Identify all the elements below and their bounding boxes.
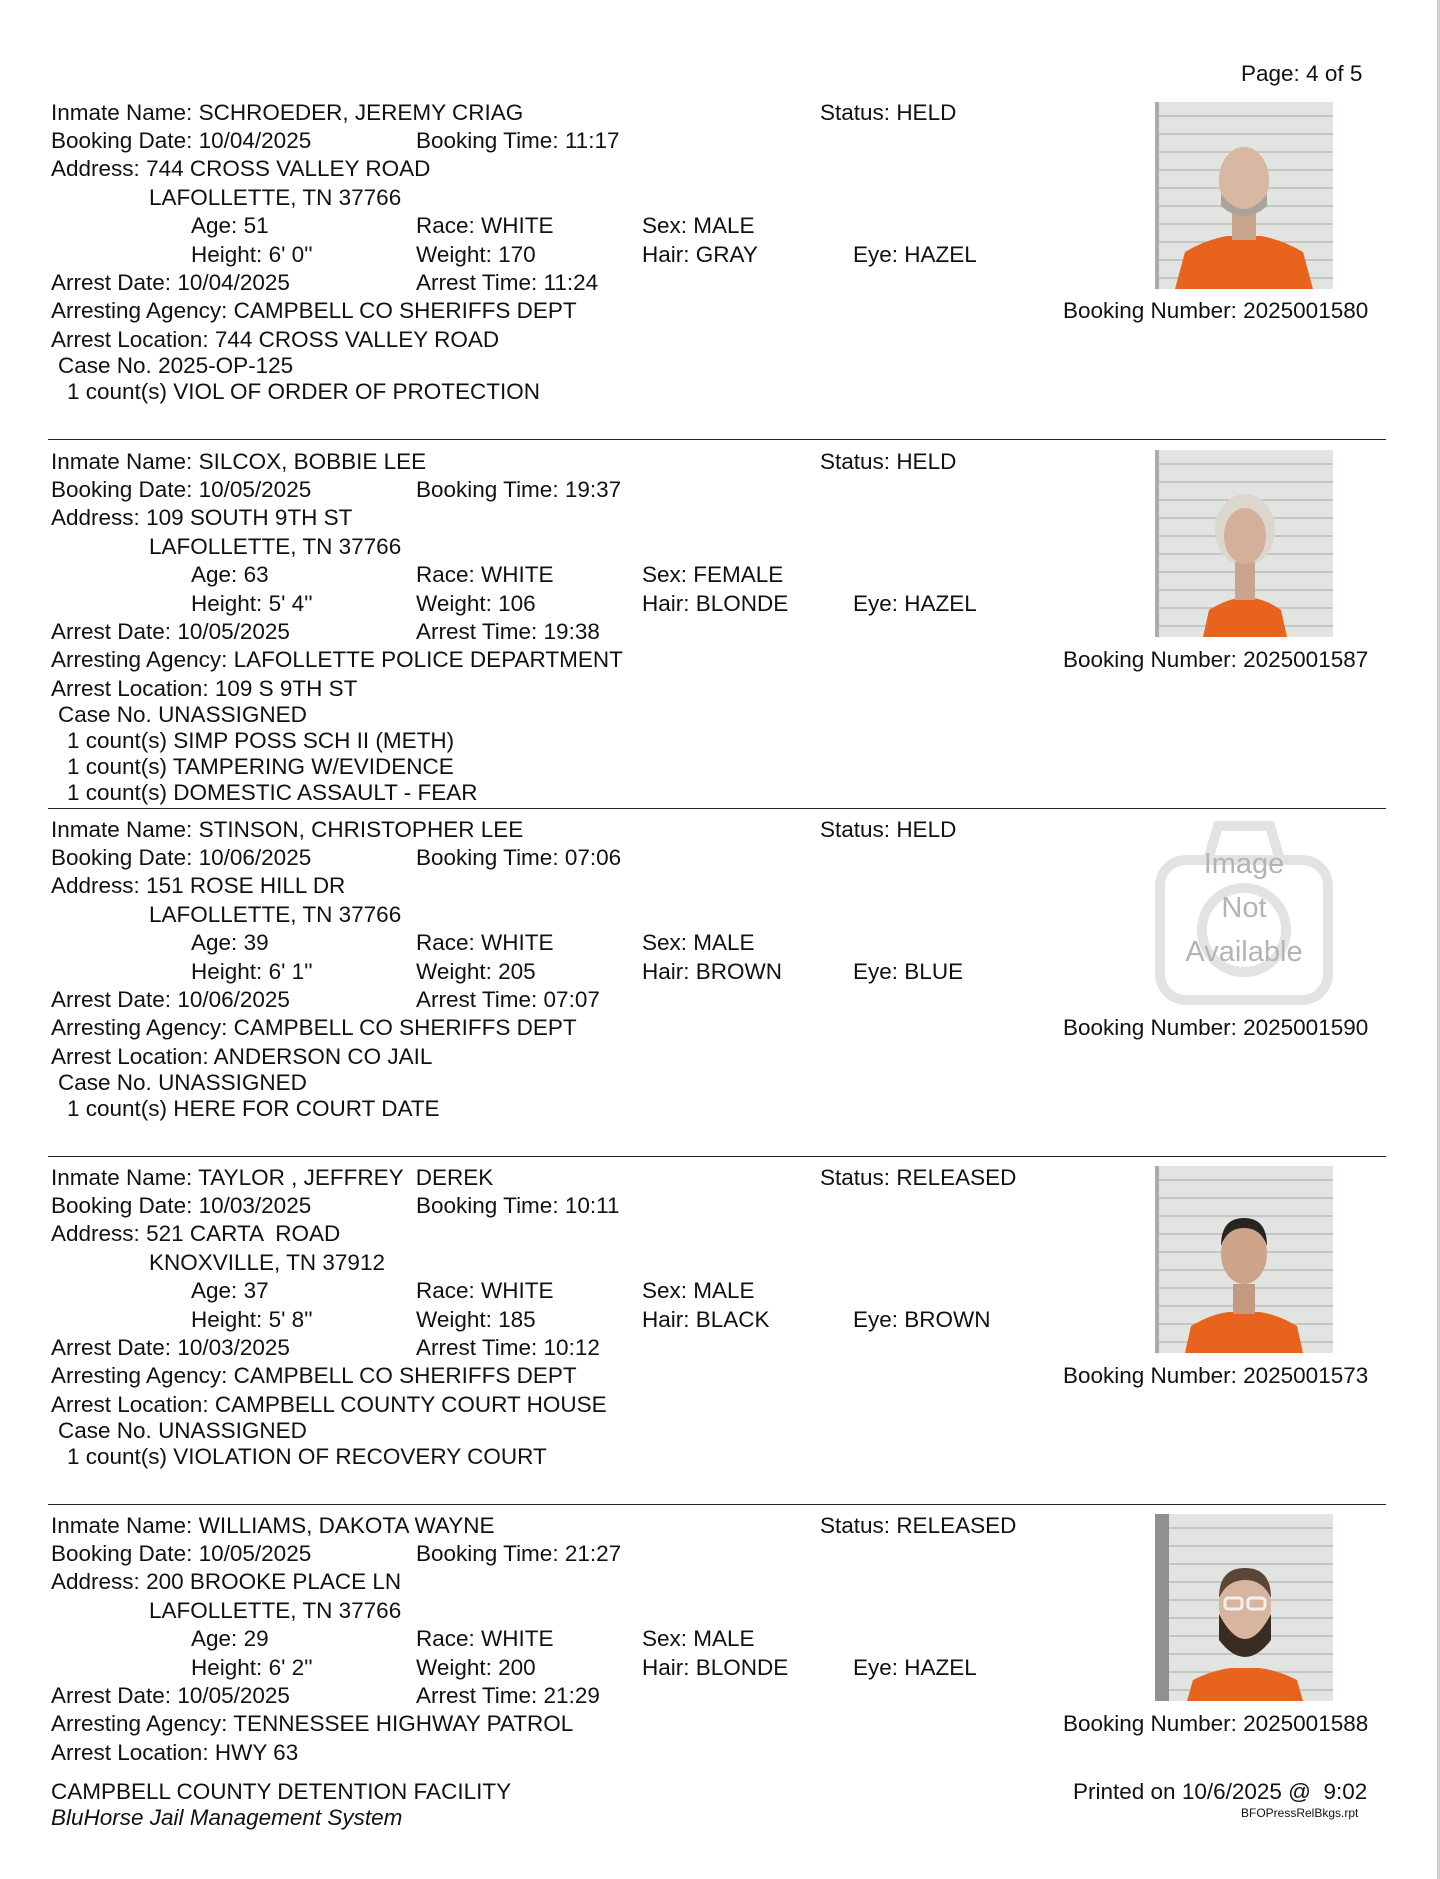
arrest-date-row (51, 621, 290, 644)
arrest-location-label: Arrest Location: (51, 1392, 209, 1417)
sex-label: Sex: (642, 213, 688, 238)
agency-row (51, 649, 623, 672)
arresting-agency: CAMPBELL CO SHERIFFS DEPT (233, 1015, 577, 1040)
address-row (51, 158, 430, 181)
age: 51 (243, 213, 269, 238)
arrest-location-label: Arrest Location: (51, 1044, 209, 1069)
sex-label: Sex: (642, 562, 688, 587)
booking-time: 07:06 (564, 845, 622, 870)
arrest-time-row (416, 1337, 600, 1360)
booking-time-row (416, 1195, 619, 1218)
status-row (820, 1167, 1016, 1190)
booking-date: 10/04/2025 (198, 128, 312, 153)
image-not-available-text: Image (1203, 848, 1285, 880)
booking-date-label: Booking Date: (51, 845, 193, 870)
booking-time-label: Booking Time: (416, 845, 559, 870)
report-file-name: BFOPressRelBkgs.rpt (1241, 1806, 1359, 1820)
weight-row (416, 1309, 536, 1332)
booking-date: 10/05/2025 (198, 1541, 312, 1566)
booking-time: 21:27 (564, 1541, 622, 1566)
booking-number: 2025001587 (1243, 647, 1369, 672)
booking-time-label: Booking Time: (416, 1541, 559, 1566)
sex-label: Sex: (642, 1626, 688, 1651)
height-row (191, 593, 313, 616)
case-number: UNASSIGNED (158, 1418, 307, 1443)
race-row (416, 564, 554, 587)
status-label: Status: (820, 1513, 891, 1538)
sex: MALE (693, 930, 755, 955)
booking-time: 11:17 (564, 128, 620, 153)
age-label: Age: (191, 1278, 238, 1303)
hair-label: Hair: (642, 1307, 690, 1332)
race: WHITE (481, 1626, 554, 1651)
race-label: Race: (416, 930, 475, 955)
weight-row (416, 1657, 536, 1680)
record-divider (48, 1156, 1386, 1157)
booking-date: 10/05/2025 (198, 477, 312, 502)
age-label: Age: (191, 1626, 238, 1651)
facility-name: CAMPBELL COUNTY DETENTION FACILITY (51, 1779, 512, 1804)
booking-date-label: Booking Date: (51, 1193, 193, 1218)
address-label: Address: (51, 1569, 140, 1594)
case-number-label: Case No. (58, 353, 152, 378)
hair-label: Hair: (642, 591, 690, 616)
sex-label: Sex: (642, 930, 688, 955)
weight: 200 (498, 1655, 536, 1680)
hair-label: Hair: (642, 959, 690, 984)
agency-label: Arresting Agency: (51, 1711, 228, 1736)
sex-row (642, 932, 755, 955)
booking-time-row (416, 847, 621, 870)
arrest-date: 10/05/2025 (177, 619, 290, 644)
inmate-name-row (51, 451, 426, 474)
agency-row (51, 1365, 577, 1388)
height-label: Height: (191, 1655, 263, 1680)
case-number-row (58, 355, 293, 378)
arrest-time: 07:07 (543, 987, 600, 1012)
arrest-time-label: Arrest Time: (416, 1335, 538, 1360)
charge-line: 1 count(s) HERE FOR COURT DATE (67, 1096, 440, 1121)
hair: BLONDE (695, 1655, 789, 1680)
eye: BLUE (904, 959, 964, 984)
inmate-name-row (51, 1515, 494, 1538)
address-line2: LAFOLLETTE, TN 37766 (149, 534, 402, 559)
age-row (191, 215, 269, 238)
arrest-date-row (51, 272, 290, 295)
address-label: Address: (51, 156, 140, 181)
arrest-location-label: Arrest Location: (51, 327, 209, 352)
charge-line: 1 count(s) SIMP POSS SCH II (METH) (67, 728, 455, 753)
address-row (51, 1223, 340, 1246)
arrest-location-row (51, 1742, 298, 1765)
booking-number-row (1063, 1713, 1368, 1736)
arrest-location-row (51, 1046, 432, 1069)
booking-number: 2025001590 (1243, 1015, 1369, 1040)
image-not-available-text: Not (1221, 892, 1267, 924)
case-number-row (58, 1420, 307, 1443)
race-row (416, 1280, 554, 1303)
inmate-name: SILCOX, BOBBIE LEE (198, 449, 427, 474)
weight: 205 (498, 959, 536, 984)
weight-label: Weight: (416, 1655, 492, 1680)
sex: FEMALE (693, 562, 784, 587)
status-label: Status: (820, 817, 891, 842)
status-row (820, 451, 956, 474)
booking-number-label: Booking Number: (1063, 1363, 1237, 1388)
arrest-location: 109 S 9TH ST (214, 676, 358, 701)
hair-row (642, 1309, 770, 1332)
race-label: Race: (416, 1278, 475, 1303)
eye-row (853, 1309, 991, 1332)
height-label: Height: (191, 242, 263, 267)
arresting-agency: LAFOLLETTE POLICE DEPARTMENT (233, 647, 623, 672)
booking-time: 10:11 (564, 1193, 620, 1218)
booking-number-row (1063, 1365, 1368, 1388)
race-row (416, 932, 554, 955)
race-row (416, 1628, 554, 1651)
inmate-name-label: Inmate Name: (51, 449, 193, 474)
age-label: Age: (191, 213, 238, 238)
arrest-date: 10/03/2025 (177, 1335, 290, 1360)
record-divider (48, 1504, 1386, 1505)
status-value: RELEASED (896, 1513, 1017, 1538)
arresting-agency: TENNESSEE HIGHWAY PATROL (233, 1711, 574, 1736)
age-label: Age: (191, 930, 238, 955)
hair: GRAY (695, 242, 758, 267)
address-label: Address: (51, 505, 140, 530)
status-label: Status: (820, 1165, 891, 1190)
image-not-available-text: Available (1185, 936, 1303, 968)
age: 37 (243, 1278, 269, 1303)
weight-label: Weight: (416, 242, 492, 267)
hair-row (642, 244, 758, 267)
arrest-date-label: Arrest Date: (51, 1683, 172, 1708)
booking-time-row (416, 130, 619, 153)
mugshot-photo (1155, 1166, 1333, 1353)
hair-label: Hair: (642, 1655, 690, 1680)
age-row (191, 564, 269, 587)
eye-label: Eye: (853, 242, 899, 267)
age-row (191, 1628, 269, 1651)
booking-number-label: Booking Number: (1063, 647, 1237, 672)
status-label: Status: (820, 100, 891, 125)
status-value: HELD (896, 817, 957, 842)
eye-label: Eye: (853, 1307, 899, 1332)
height: 5' 8'' (268, 1307, 313, 1332)
address-label: Address: (51, 873, 140, 898)
age: 39 (243, 930, 269, 955)
mugshot-photo (1155, 102, 1333, 289)
hair: BLACK (695, 1307, 770, 1332)
booking-date-label: Booking Date: (51, 128, 193, 153)
status-value: RELEASED (896, 1165, 1017, 1190)
height-row (191, 244, 313, 267)
height-label: Height: (191, 959, 263, 984)
booking-time-label: Booking Time: (416, 128, 559, 153)
sex-row (642, 215, 755, 238)
height: 6' 0'' (268, 242, 313, 267)
booking-number-label: Booking Number: (1063, 1015, 1237, 1040)
age-label: Age: (191, 562, 238, 587)
inmate-name-label: Inmate Name: (51, 1165, 193, 1190)
status-value: HELD (896, 100, 957, 125)
eye: BROWN (904, 1307, 991, 1332)
address-line1: 521 CARTA ROAD (146, 1221, 341, 1246)
address-line1: 744 CROSS VALLEY ROAD (146, 156, 431, 181)
eye: HAZEL (904, 242, 977, 267)
race: WHITE (481, 930, 554, 955)
booking-date: 10/03/2025 (198, 1193, 312, 1218)
arrest-date: 10/05/2025 (177, 1683, 290, 1708)
race: WHITE (481, 213, 554, 238)
arrest-time-label: Arrest Time: (416, 619, 538, 644)
record-divider (48, 808, 1386, 809)
agency-label: Arresting Agency: (51, 1015, 228, 1040)
record-divider (48, 439, 1386, 440)
mugshot-photo (1155, 450, 1333, 637)
arrest-location: 744 CROSS VALLEY ROAD (214, 327, 500, 352)
age: 29 (243, 1626, 269, 1651)
booking-date-row (51, 130, 311, 153)
address-line2: LAFOLLETTE, TN 37766 (149, 1598, 402, 1623)
inmate-name: WILLIAMS, DAKOTA WAYNE (198, 1513, 495, 1538)
eye-row (853, 593, 977, 616)
address-line2: KNOXVILLE, TN 37912 (149, 1250, 385, 1275)
inmate-name: STINSON, CHRISTOPHER LEE (198, 817, 524, 842)
arrest-time-label: Arrest Time: (416, 270, 538, 295)
height: 6' 1'' (268, 959, 313, 984)
race-label: Race: (416, 1626, 475, 1651)
arrest-time: 10:12 (543, 1335, 600, 1360)
arrest-location-label: Arrest Location: (51, 676, 209, 701)
sex: MALE (693, 1626, 755, 1651)
height-label: Height: (191, 591, 263, 616)
weight-row (416, 961, 536, 984)
arrest-time-row (416, 989, 600, 1012)
race: WHITE (481, 1278, 554, 1303)
weight-label: Weight: (416, 1307, 492, 1332)
weight: 170 (498, 242, 536, 267)
arrest-location: CAMPBELL COUNTY COURT HOUSE (214, 1392, 607, 1417)
booking-number-label: Booking Number: (1063, 1711, 1237, 1736)
arrest-time-label: Arrest Time: (416, 987, 538, 1012)
case-number-label: Case No. (58, 1070, 152, 1095)
sex-row (642, 564, 783, 587)
status-row (820, 819, 956, 842)
hair-row (642, 593, 788, 616)
agency-row (51, 300, 577, 323)
race: WHITE (481, 562, 554, 587)
charge-line: 1 count(s) VIOLATION OF RECOVERY COURT (67, 1444, 547, 1469)
status-row (820, 1515, 1016, 1538)
booking-date-row (51, 1195, 311, 1218)
booking-date-row (51, 1543, 311, 1566)
address-line2: LAFOLLETTE, TN 37766 (149, 185, 402, 210)
booking-number-label: Booking Number: (1063, 298, 1237, 323)
booking-date-row (51, 479, 311, 502)
booking-number: 2025001573 (1243, 1363, 1369, 1388)
address-row (51, 507, 352, 530)
arrest-time: 19:38 (543, 619, 600, 644)
arrest-date-row (51, 989, 290, 1012)
eye-row (853, 961, 963, 984)
sex: MALE (693, 1278, 755, 1303)
sex: MALE (693, 213, 755, 238)
booking-number: 2025001580 (1243, 298, 1369, 323)
agency-label: Arresting Agency: (51, 298, 228, 323)
booking-number: 2025001588 (1243, 1711, 1369, 1736)
arrest-location-row (51, 678, 357, 701)
eye: HAZEL (904, 1655, 977, 1680)
age-row (191, 1280, 269, 1303)
inmate-name: TAYLOR , JEFFREY DEREK (198, 1165, 494, 1190)
inmate-name-row (51, 102, 523, 125)
case-number: UNASSIGNED (158, 1070, 307, 1095)
booking-date-label: Booking Date: (51, 477, 193, 502)
arrest-date-label: Arrest Date: (51, 270, 172, 295)
weight: 106 (498, 591, 536, 616)
arrest-time-row (416, 1685, 600, 1708)
case-number: UNASSIGNED (158, 702, 307, 727)
booking-time: 19:37 (564, 477, 622, 502)
charge-line: 1 count(s) VIOL OF ORDER OF PROTECTION (67, 379, 540, 404)
address-row (51, 875, 345, 898)
agency-label: Arresting Agency: (51, 1363, 228, 1388)
agency-row (51, 1713, 573, 1736)
weight-label: Weight: (416, 591, 492, 616)
arrest-location-label: Arrest Location: (51, 1740, 209, 1765)
inmate-name-row (51, 819, 523, 842)
eye-label: Eye: (853, 1655, 899, 1680)
race-label: Race: (416, 562, 475, 587)
weight-row (416, 593, 536, 616)
arrest-time: 11:24 (543, 270, 599, 295)
hair: BLONDE (695, 591, 789, 616)
case-number-label: Case No. (58, 702, 152, 727)
inmate-name-label: Inmate Name: (51, 1513, 193, 1538)
inmate-name-row (51, 1167, 493, 1190)
arrest-location: ANDERSON CO JAIL (213, 1044, 433, 1069)
address-line2: LAFOLLETTE, TN 37766 (149, 902, 402, 927)
booking-date-label: Booking Date: (51, 1541, 193, 1566)
race-label: Race: (416, 213, 475, 238)
arrest-time-row (416, 272, 598, 295)
sex-row (642, 1280, 755, 1303)
booking-number-row (1063, 300, 1368, 323)
weight: 185 (498, 1307, 536, 1332)
height-row (191, 961, 313, 984)
arrest-location-row (51, 329, 499, 352)
eye-row (853, 244, 977, 267)
arrest-date-label: Arrest Date: (51, 987, 172, 1012)
case-number-label: Case No. (58, 1418, 152, 1443)
height-label: Height: (191, 1307, 263, 1332)
address-line1: 151 ROSE HILL DR (146, 873, 346, 898)
height-row (191, 1309, 313, 1332)
eye: HAZEL (904, 591, 977, 616)
status-label: Status: (820, 449, 891, 474)
height: 5' 4'' (268, 591, 313, 616)
hair: BROWN (695, 959, 783, 984)
page-number: Page: 4 of 5 (1241, 61, 1363, 86)
inmate-name-label: Inmate Name: (51, 100, 193, 125)
arrest-date-label: Arrest Date: (51, 619, 172, 644)
address-row (51, 1571, 401, 1594)
charge-line: 1 count(s) DOMESTIC ASSAULT - FEAR (67, 780, 478, 805)
arrest-date: 10/04/2025 (177, 270, 290, 295)
sex-row (642, 1628, 755, 1651)
arrest-date-row (51, 1685, 290, 1708)
booking-time-label: Booking Time: (416, 1193, 559, 1218)
printed-timestamp: Printed on 10/6/2025 @ 9:02 (1073, 1779, 1368, 1804)
inmate-name: SCHROEDER, JEREMY CRIAG (198, 100, 524, 125)
address-label: Address: (51, 1221, 140, 1246)
booking-time-label: Booking Time: (416, 477, 559, 502)
agency-row (51, 1017, 577, 1040)
age: 63 (243, 562, 269, 587)
status-row (820, 102, 956, 125)
hair-row (642, 1657, 788, 1680)
arrest-time: 21:29 (543, 1683, 600, 1708)
eye-row (853, 1657, 977, 1680)
age-row (191, 932, 269, 955)
address-line1: 200 BROOKE PLACE LN (146, 1569, 402, 1594)
charge-line: 1 count(s) TAMPERING W/EVIDENCE (67, 754, 454, 779)
weight-label: Weight: (416, 959, 492, 984)
arresting-agency: CAMPBELL CO SHERIFFS DEPT (233, 1363, 577, 1388)
race-row (416, 215, 554, 238)
case-number-row (58, 704, 307, 727)
booking-number-row (1063, 1017, 1368, 1040)
status-value: HELD (896, 449, 957, 474)
mugshot-photo (1155, 1514, 1333, 1701)
booking-date-row (51, 847, 311, 870)
case-number: 2025-OP-125 (158, 353, 294, 378)
address-line1: 109 SOUTH 9TH ST (146, 505, 353, 530)
arrest-date: 10/06/2025 (177, 987, 290, 1012)
arrest-location-row (51, 1394, 607, 1417)
booking-time-row (416, 1543, 621, 1566)
arrest-location: HWY 63 (214, 1740, 299, 1765)
weight-row (416, 244, 536, 267)
eye-label: Eye: (853, 959, 899, 984)
eye-label: Eye: (853, 591, 899, 616)
height: 6' 2'' (268, 1655, 313, 1680)
image-not-available-placeholder (1152, 818, 1336, 1008)
arrest-date-row (51, 1337, 290, 1360)
height-row (191, 1657, 313, 1680)
arrest-time-row (416, 621, 600, 644)
booking-time-row (416, 479, 621, 502)
sex-label: Sex: (642, 1278, 688, 1303)
agency-label: Arresting Agency: (51, 647, 228, 672)
inmate-name-label: Inmate Name: (51, 817, 193, 842)
hair-label: Hair: (642, 242, 690, 267)
booking-date: 10/06/2025 (198, 845, 312, 870)
booking-number-row (1063, 649, 1368, 672)
arrest-date-label: Arrest Date: (51, 1335, 172, 1360)
arresting-agency: CAMPBELL CO SHERIFFS DEPT (233, 298, 577, 323)
hair-row (642, 961, 782, 984)
case-number-row (58, 1072, 307, 1095)
arrest-time-label: Arrest Time: (416, 1683, 538, 1708)
system-name: BluHorse Jail Management System (51, 1805, 403, 1830)
